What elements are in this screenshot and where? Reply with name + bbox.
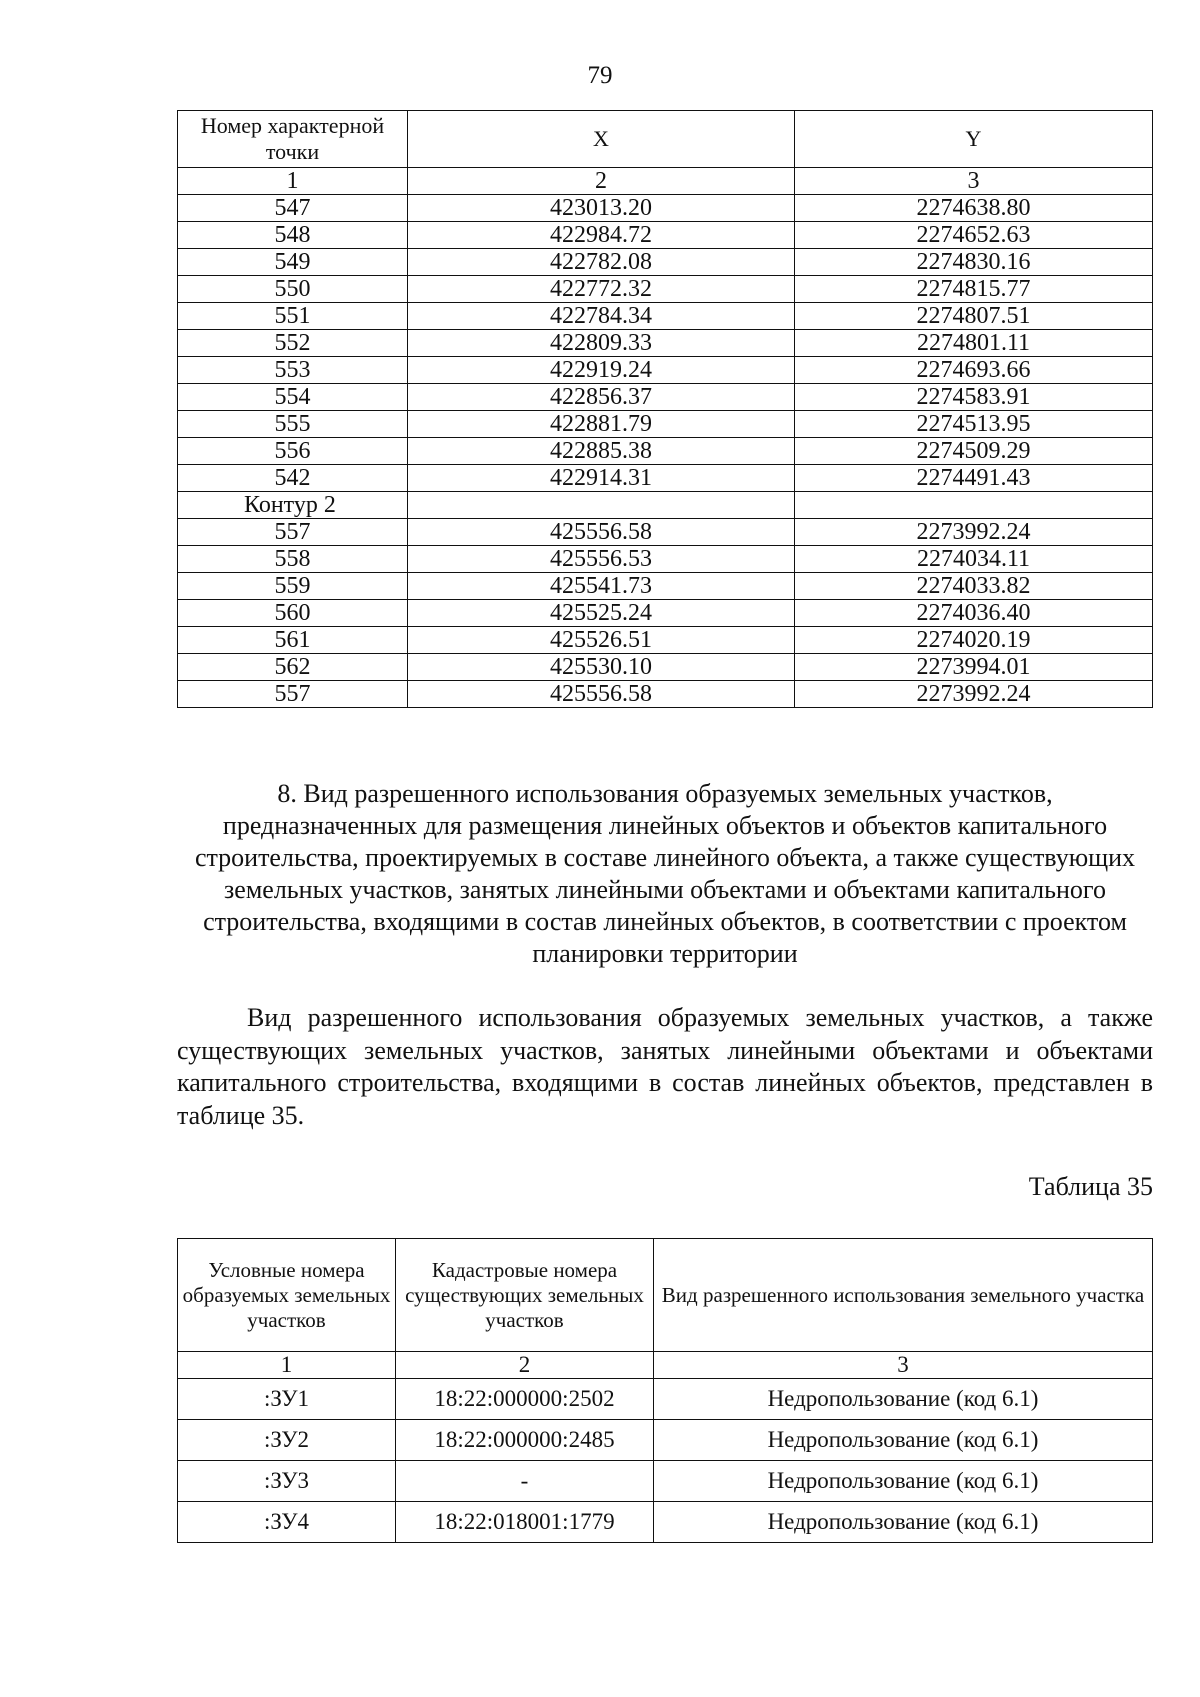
table-cell: 422782.08 <box>408 249 795 276</box>
table-row <box>178 276 1153 303</box>
table-cell: 548 <box>178 222 408 249</box>
column-header-y: Y <box>795 111 1153 168</box>
table-cell: 554 <box>178 384 408 411</box>
section-heading: 8. Вид разрешенного использования образуемых земельных участков, предназначенных для размещения линейных объектов и объектов капитального строительства, проектируемых в составе линейного объекта, а также существующих земельных участков, занятых линейными объектами и объектами капитального строительства, входящими в состав линейных объектов, в соответствии с проектом планировки территории <box>194 779 1136 968</box>
table-row <box>178 1420 1153 1461</box>
table-cell: 549 <box>178 249 408 276</box>
land-use-table <box>177 1238 1153 1543</box>
table-cell: 425556.53 <box>408 546 795 573</box>
table-cell: 422784.34 <box>408 303 795 330</box>
table-row <box>178 384 1153 411</box>
table-row <box>178 1379 1153 1420</box>
table-cell: 2274509.29 <box>795 438 1153 465</box>
table-cell: 553 <box>178 357 408 384</box>
table-cell: 2274801.11 <box>795 330 1153 357</box>
table-cell: 557 <box>178 519 408 546</box>
table-cell: 425556.58 <box>408 519 795 546</box>
page-number: 79 <box>587 62 613 89</box>
table-row <box>178 1502 1153 1543</box>
table-cell: 555 <box>178 411 408 438</box>
table-row <box>178 195 1153 222</box>
table-cell: 550 <box>178 276 408 303</box>
table-cell: :ЗУ3 <box>178 1461 396 1502</box>
table-cell: Контур 2 <box>178 492 408 519</box>
table-cell: 2274583.91 <box>795 384 1153 411</box>
table-row <box>178 519 1153 546</box>
table-cell: 425526.51 <box>408 627 795 654</box>
table-caption: Таблица 35 <box>1028 1172 1153 1201</box>
column-header-plot-number: Условные номера образуемых земельных участков <box>178 1239 396 1352</box>
table-cell: 551 <box>178 303 408 330</box>
table-cell: :ЗУ2 <box>178 1420 396 1461</box>
table-cell: 18:22:018001:1779 <box>396 1502 654 1543</box>
table-cell: 556 <box>178 438 408 465</box>
table-cell: Недропользование (код 6.1) <box>654 1379 1153 1420</box>
table-row <box>178 357 1153 384</box>
table-row <box>178 330 1153 357</box>
table-cell: 2273992.24 <box>795 681 1153 708</box>
table-cell: 561 <box>178 627 408 654</box>
table-cell: 422856.37 <box>408 384 795 411</box>
column-header-point: Номер характерной точки <box>178 111 408 168</box>
table-cell: 558 <box>178 546 408 573</box>
table-cell: 422881.79 <box>408 411 795 438</box>
table-cell: 422772.32 <box>408 276 795 303</box>
table-row <box>178 411 1153 438</box>
table-cell: 560 <box>178 600 408 627</box>
table-cell: 552 <box>178 330 408 357</box>
table-cell: 2274830.16 <box>795 249 1153 276</box>
column-number: 3 <box>654 1352 1153 1379</box>
table-row <box>178 249 1153 276</box>
column-header-cadastral-number: Кадастровые номера существующих земельных участков <box>396 1239 654 1352</box>
table-cell: 422984.72 <box>408 222 795 249</box>
table-cell: 422919.24 <box>408 357 795 384</box>
column-number: 1 <box>178 1352 396 1379</box>
table-cell: 2274491.43 <box>795 465 1153 492</box>
table-cell: 18:22:000000:2502 <box>396 1379 654 1420</box>
table-cell: 2274513.95 <box>795 411 1153 438</box>
table-row <box>178 303 1153 330</box>
table-row <box>178 654 1153 681</box>
table-cell: 2274033.82 <box>795 573 1153 600</box>
table-cell: Недропользование (код 6.1) <box>654 1502 1153 1543</box>
column-number: 2 <box>396 1352 654 1379</box>
table-cell: 425556.58 <box>408 681 795 708</box>
column-header-permitted-use: Вид разрешенного использования земельного участка <box>654 1239 1153 1352</box>
table-cell: 18:22:000000:2485 <box>396 1420 654 1461</box>
table-row <box>178 492 1153 519</box>
table-header-row <box>178 1239 1153 1352</box>
table-row <box>178 627 1153 654</box>
table-row <box>178 546 1153 573</box>
table-cell: 2274693.66 <box>795 357 1153 384</box>
table-row <box>178 573 1153 600</box>
table-row <box>178 1461 1153 1502</box>
table-cell: 425525.24 <box>408 600 795 627</box>
table-cell: - <box>396 1461 654 1502</box>
table-cell: 425541.73 <box>408 573 795 600</box>
table-cell: 2274807.51 <box>795 303 1153 330</box>
table-cell: 2274036.40 <box>795 600 1153 627</box>
table-cell: 2274815.77 <box>795 276 1153 303</box>
column-number-row <box>178 168 1153 195</box>
table-cell: 2274020.19 <box>795 627 1153 654</box>
table-row <box>178 600 1153 627</box>
table-row <box>178 222 1153 249</box>
table-cell: 557 <box>178 681 408 708</box>
table-cell: 422885.38 <box>408 438 795 465</box>
column-number: 3 <box>795 168 1153 195</box>
table-row <box>178 438 1153 465</box>
column-number: 1 <box>178 168 408 195</box>
table-cell: 542 <box>178 465 408 492</box>
table-cell: 2274638.80 <box>795 195 1153 222</box>
table-cell: 422809.33 <box>408 330 795 357</box>
table-cell <box>795 492 1153 519</box>
table-row <box>178 681 1153 708</box>
coordinates-table <box>177 110 1153 708</box>
table-cell: 2273992.24 <box>795 519 1153 546</box>
body-paragraph: Вид разрешенного использования образуемых земельных участков, а также существующих земельных участков, занятых линейными объектами и объектами капитального строительства, входящими в состав линейных объектов, представлен в таблице 35. <box>177 1003 1153 1130</box>
table-cell: Недропользование (код 6.1) <box>654 1461 1153 1502</box>
column-header-x: X <box>408 111 795 168</box>
column-number: 2 <box>408 168 795 195</box>
table-cell: :ЗУ1 <box>178 1379 396 1420</box>
table-cell: 2274034.11 <box>795 546 1153 573</box>
column-number-row <box>178 1352 1153 1379</box>
table-row <box>178 465 1153 492</box>
table-cell <box>408 492 795 519</box>
table-cell: 423013.20 <box>408 195 795 222</box>
table-header-row <box>178 111 1153 168</box>
table-cell: 559 <box>178 573 408 600</box>
table-cell: 2274652.63 <box>795 222 1153 249</box>
table-cell: 562 <box>178 654 408 681</box>
table-cell: Недропользование (код 6.1) <box>654 1420 1153 1461</box>
table-cell: 425530.10 <box>408 654 795 681</box>
table-cell: 547 <box>178 195 408 222</box>
table-cell: 2273994.01 <box>795 654 1153 681</box>
table-cell: :ЗУ4 <box>178 1502 396 1543</box>
table-cell: 422914.31 <box>408 465 795 492</box>
